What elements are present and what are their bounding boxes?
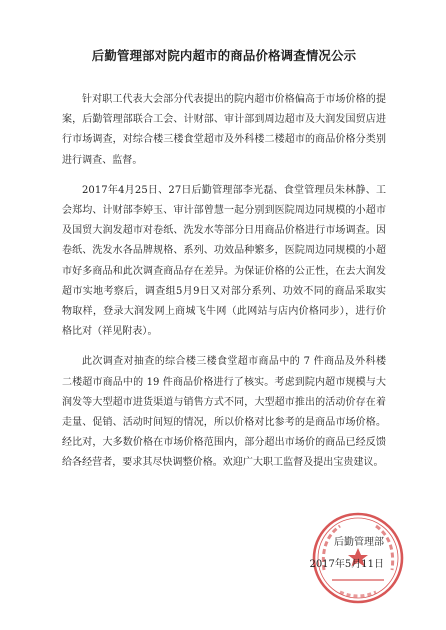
signature-department: 后勤管理部 bbox=[334, 537, 384, 548]
signature-block bbox=[304, 532, 384, 576]
paragraph-3: 此次调查对抽查的综合楼三楼食堂超市商品中的 7 件商品及外科楼二楼超市商品中的 19 件商品价格进行了核实。考虑到院内超市规模与大润发等大型超市进货渠道与销售方式不同，大型超市推出的活动价存在着走量、促销、活动时间短的情况，所以价格对比参考的是商品市场价格。经比对，大多数价格在市场价格范围内，部分超出市场价的商品已经反馈给各经营者，要求其尽快调整价格。欢迎广大职工监督及提出宝贵建议。 bbox=[62, 356, 386, 469]
paragraph-2: 2017年4月25日、27日后勤管理部李光磊、食堂管理员朱林静、工会郑均、计财部李婷玉、审计部曾慧一起分别到医院周边同规模的小超市及国贸大润发超市对卷纸、洗发水等部分日用商品价格进行市场调查。因卷纸、洗发水各品牌规格、系列、功效品种繁多，医院周边同规模的小超市好多商品和此次调查商品存在差异。为保证价格的公正性，在去大润发超市实地考察后，调查组5月9日又对部分系列、功效不同的商品采取实物取样，登录大润发网上商城飞牛网（此网站与店内价格同步），进行价格比对（祥见附表）。 bbox=[62, 184, 386, 338]
signature-date: 2017年5月11日 bbox=[309, 559, 384, 570]
paragraph-1: 针对职工代表大会部分代表提出的院内超市价格偏高于市场价格的提案，后勤管理部联合工会、计财部、审计部到周边超市及大润发国贸店进行市场调查，对综合楼三楼食堂超市及外科楼二楼超市的商品价格分类别进行调查、监督。 bbox=[62, 94, 386, 166]
notice-title: 后勤管理部对院内超市的商品价格调查情况公示 bbox=[91, 48, 357, 63]
